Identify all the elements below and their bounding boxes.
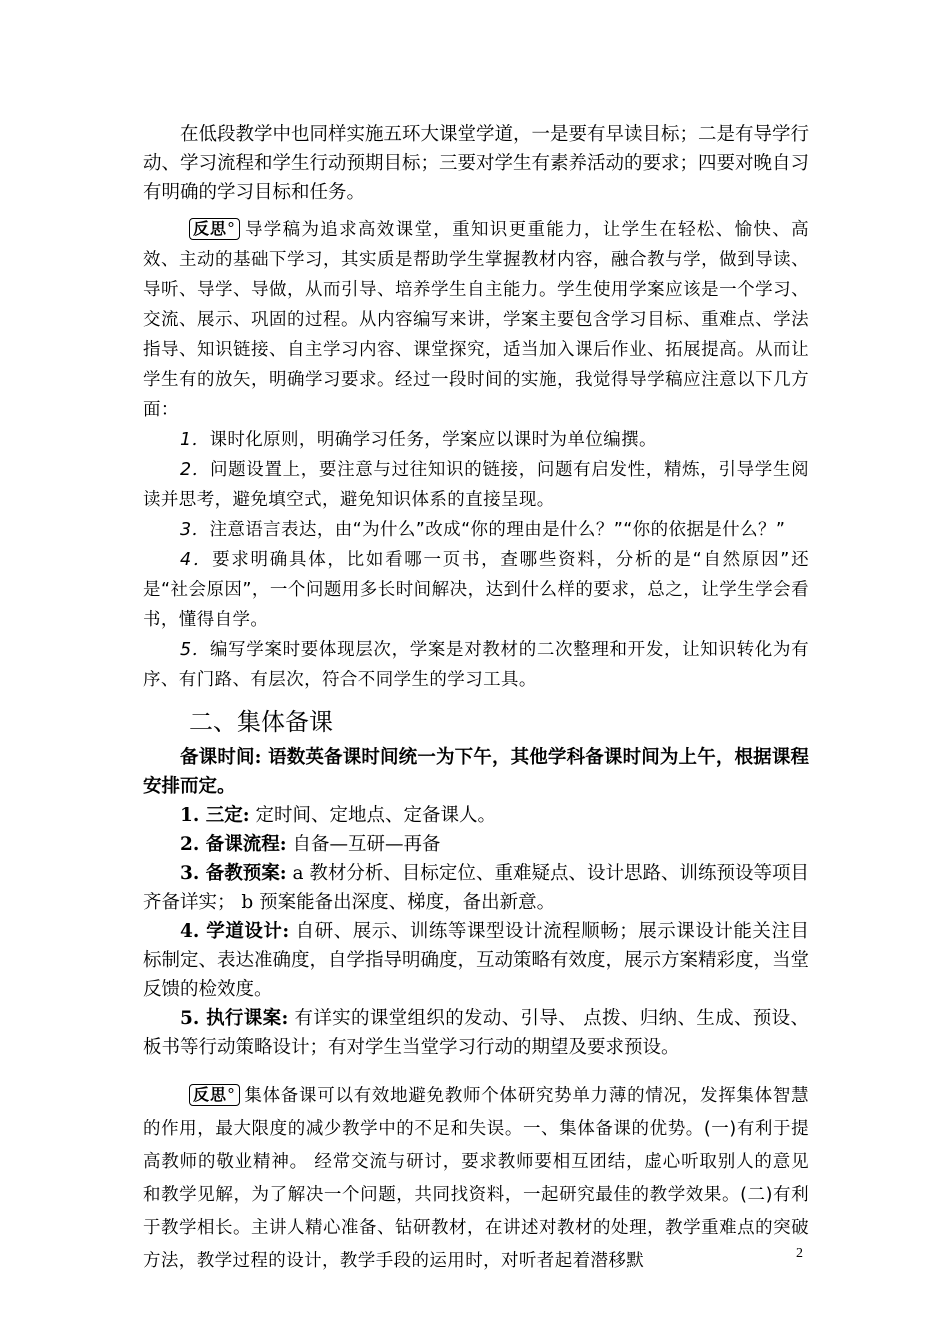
section-heading: 二、集体备课 [189, 708, 333, 736]
prep-item-1: 1. 三定: 定时间、定地点、定备课人。 [180, 805, 496, 826]
reflection-point-5: 5．编写学案时要体现层次，学案是对教材的二次整理和开发，让知识转化为有序、有门路、有层次，符合不同学生的学习工具。 [143, 640, 810, 690]
prep-time-paragraph: 备课时间: 语数英备课时间统一为下午，其他学科备课时间为上午，根据课程安排而定。 [143, 747, 809, 797]
reflection-body-2: 集体备课可以有效地避免教师个体研究势单力薄的情况，发挥集体智慧的作用，最大限度的减少教学中的不足和失误。一、集体备课的优势。(一)有利于提高教师的敬业精神。 经常交流与研讨，要求教师要相互团结，虚心听取别人的意见和教学见解，为了解决一个问题，共同找资料，一起研究最佳的教学效果。(二)有利于教学相长。主讲人精心准备、钻研教材，在讲述对教材的处理，教学重难点的突破方法，教学过程的设计，教学手段的运用时，对听者起着潜移默 [143, 1086, 809, 1271]
prep-item-3: 3. 备教预案: a 教材分析、目标定位、重难疑点、设计思路、训练预设等项目齐备详实； b 预案能备出深度、梯度，备出新意。 [143, 863, 809, 913]
reflection-tag: 反思° [189, 218, 240, 240]
reflection-point-3: 3．注意语言表达，由“为什么”改成“你的理由是什么？”“你的依据是什么？” [180, 520, 786, 540]
page-content [143, 120, 809, 1278]
reflection-paragraph-2 [143, 1080, 809, 1278]
prep-item-5: 5. 执行课案: 有详实的课堂组织的发动、引导、 点拨、归纳、生成、预设、板书等行动策略设计；有对学生当堂学习行动的期望及要求预设。 [143, 1008, 809, 1058]
reflection-body: 导学稿为追求高效课堂，重知识更重能力，让学生在轻松、愉快、高效、主动的基础下学习，其实质是帮助学生掌握教材内容，融合教与学，做到导读、导听、导学、导做，从而引导、培养学生自主能力。学生使用学案应该是一个学习、交流、展示、巩固的过程。从内容编写来讲，学案主要包含学习目标、重难点、学法指导、知识链接、自主学习内容、课堂探究，适当加入课后作业、拓展提高。从而让学生有的放矢，明确学习要求。经过一段时间的实施，我觉得导学稿应注意以下几方面： [143, 220, 809, 420]
reflection-point-1: 1．课时化原则，明确学习任务，学案应以课时为单位编撰。 [180, 430, 657, 450]
reflection-paragraph-1 [143, 215, 809, 425]
page-number: 2 [796, 1246, 803, 1261]
reflection-point-4: 4．要求明确具体，比如看哪一页书，查哪些资料，分析的是“自然原因”还是“社会原因”，一个问题用多长时间解决，达到什么样的要求，总之，让学生学会看书，懂得自学。 [143, 550, 809, 630]
intro-paragraph: 在低段教学中也同样实施五环大课堂学道，一是要有早读目标；二是有导学行动、学习流程和学生行动预期目标；三要对学生有素养活动的要求；四要对晚自习有明确的学习目标和任务。 [143, 124, 810, 203]
reflection-tag-2: 反思° [189, 1084, 240, 1106]
reflection-point-2: 2．问题设置上，要注意与过往知识的链接，问题有启发性，精炼，引导学生阅读并思考，避免填空式，避免知识体系的直接呈现。 [143, 460, 810, 510]
prep-item-4: 4. 学道设计: 自研、展示、训练等课型设计流程顺畅；展示课设计能关注目标制定、表达准确度，自学指导明确度，互动策略有效度，展示方案精彩度，当堂反馈的检效度。 [143, 921, 810, 1000]
prep-item-2: 2. 备课流程: 自备—互研—再备 [180, 834, 441, 855]
